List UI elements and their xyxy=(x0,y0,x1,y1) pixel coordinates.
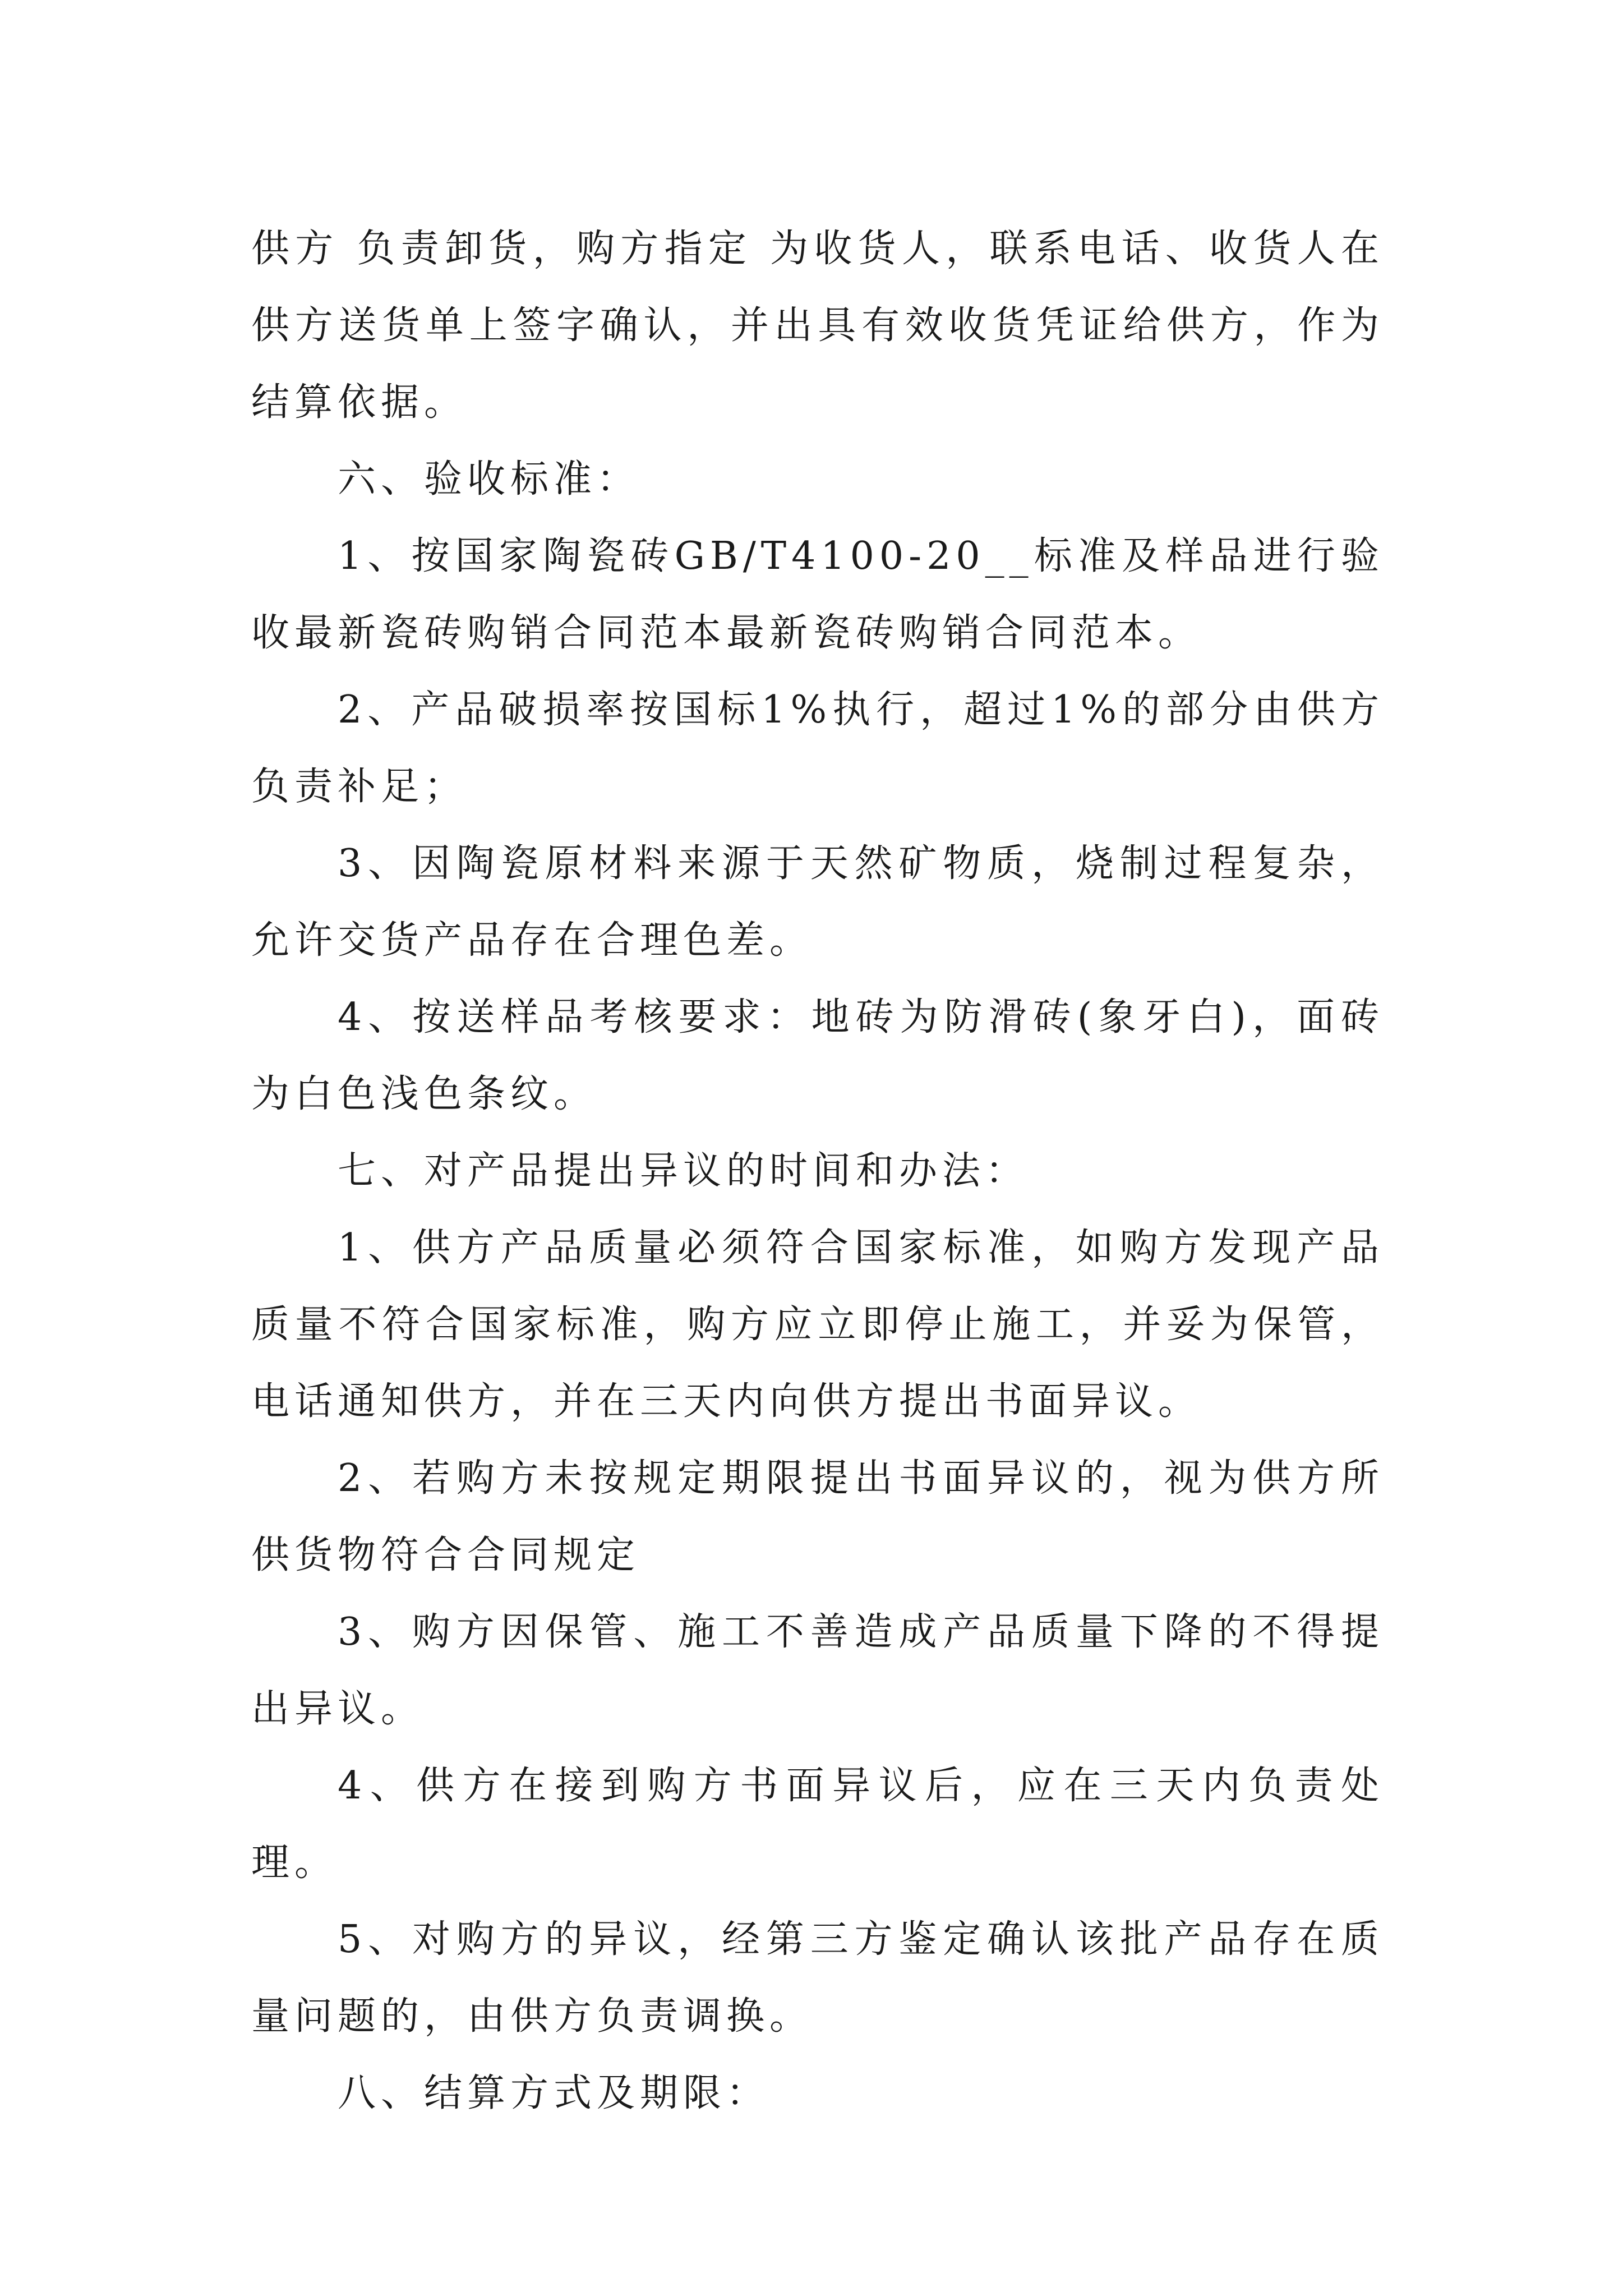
section-heading-acceptance: 六、验收标准： xyxy=(338,457,640,501)
paragraph-objection-3: 3、购方因保管、施工不善造成产品质量下降的不得提出异议。 xyxy=(251,1610,1384,1731)
paragraph-acceptance-3: 3、因陶瓷原材料来源于天然矿物质，烧制过程复杂，允许交货产品存在合理色差。 xyxy=(251,841,1384,963)
document-body xyxy=(251,210,1384,2132)
paragraph-objection-4: 4、供方在接到购方书面异议后，应在三天内负责处理。 xyxy=(251,1764,1384,1885)
section-heading-settlement: 八、结算方式及期限： xyxy=(338,2071,770,2115)
paragraph-acceptance-4: 4、按送样品考核要求：地砖为防滑砖(象牙白)，面砖为白色浅色条纹。 xyxy=(251,995,1384,1116)
paragraph-objection-2: 2、若购方未按规定期限提出书面异议的，视为供方所供货物符合合同规定 xyxy=(251,1456,1384,1577)
section-heading-objection: 七、对产品提出异议的时间和办法： xyxy=(338,1149,1029,1193)
paragraph-objection-5: 5、对购方的异议，经第三方鉴定确认该批产品存在质量问题的，由供方负责调换。 xyxy=(251,1917,1384,2039)
paragraph-delivery-receipt: 供方 负责卸货，购方指定 为收货人，联系电话、收货人在供方送货单上签字确认，并出具有效收货凭证给供方，作为结算依据。 xyxy=(251,227,1384,425)
paragraph-acceptance-2: 2、产品破损率按国标1%执行，超过1%的部分由供方负责补足； xyxy=(251,688,1384,809)
paragraph-objection-1: 1、供方产品质量必须符合国家标准，如购方发现产品质量不符合国家标准，购方应立即停止施工，并妥为保管，电话通知供方，并在三天内向供方提出书面异议。 xyxy=(251,1226,1384,1424)
paragraph-acceptance-1: 1、按国家陶瓷砖GB/T4100-20__标准及样品进行验收最新瓷砖购销合同范本最新瓷砖购销合同范本。 xyxy=(251,534,1384,655)
